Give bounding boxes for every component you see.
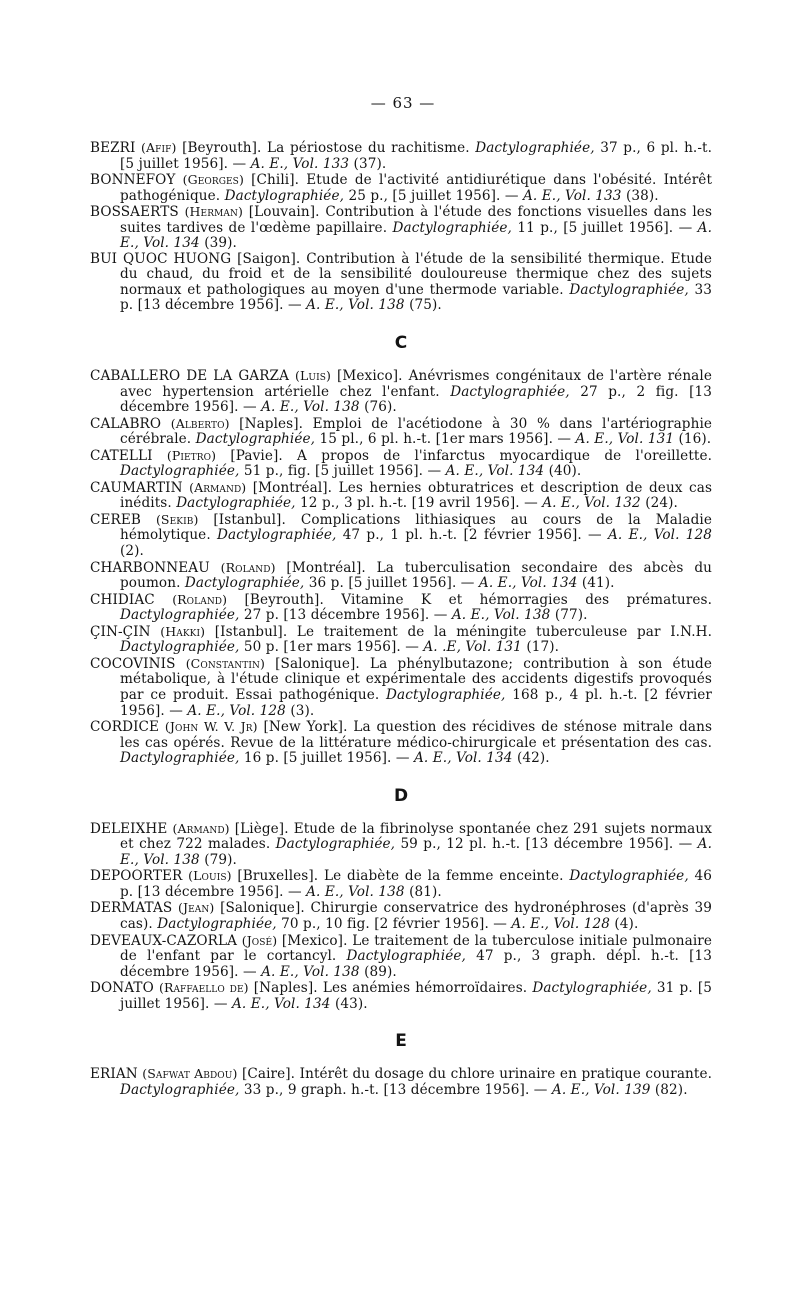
city: [Naples]. [239,415,304,432]
section-letter-heading: D [393,785,409,806]
entry-number: (82). [654,1081,688,1098]
author-given-name: (Alberto) [170,415,230,431]
entry-number: (4). [614,915,639,932]
archive-volume: A. E., Vol. 138 [306,297,405,314]
author-given-name: (Hakki) [160,623,206,639]
city: [Mexico]. [336,368,403,385]
city: [Chili]. [251,172,300,189]
bibliography-entry [90,448,712,480]
thesis-title: Le traitement de la méningite tuberculeuse par I.N.H. [296,623,713,640]
dactylographiee-label: Dactylographiée, [120,1081,240,1098]
thesis-title: Chirurgie conservatrice des hydronéphroses (d'après 39 cas). [120,900,713,932]
dactylographiee-label: Dactylographiée, [217,527,337,544]
thesis-title: Etude de l'activité antidiurétique dans l'obésité. Intérêt pathogénique. [120,172,713,204]
entry-number: (76). [364,399,397,416]
thesis-title: Anévrismes congénitaux de l'artère rénale avec hypertension artérielle chez l'enfant. [120,368,712,400]
publication-details: 70 p., 10 fig. [2 février 1956]. — [281,915,507,932]
entry-number: (40). [548,463,582,480]
city: [Naples]. [253,980,318,997]
thesis-title: Vitamine K et hémorragies des prématures. [341,591,712,608]
dactylographiee-label: Dactylographiée, [450,383,570,400]
author-surname: CHIDIAC [90,591,155,608]
bibliography-entry [90,656,712,719]
thesis-title: La phénylbutazone; contribution à son étude métabolique, à l'étude clinique et expérimentale des accidents digestifs provoqués par ce produit. Essai pathogénique. [120,655,713,703]
dactylographiee-label: Dactylographiée, [569,868,689,885]
document-page [90,94,712,1098]
city: [Liège]. [234,820,289,837]
entry-number: (77). [554,607,588,624]
author-given-name: (Raffaello de) [158,980,249,996]
archive-volume: A. E., Vol. 138 [261,963,360,980]
publication-details: 11 p., [5 juillet 1956]. — [517,219,693,236]
publication-details: 36 p. [5 juillet 1956]. — [308,575,475,592]
publication-details: 33 p., 9 graph. h.-t. [13 décembre 1956]. — [243,1081,548,1098]
city: [Istanbul]. [213,511,286,528]
dactylographiee-label: Dactylographiée, [224,187,345,204]
author-surname: BONNEFOY [90,172,176,189]
thesis-title: La question des récidives de sténose mitrale dans les cas opérés. Revue de la littérature médico-chirurgicale et présentation des cas. [120,719,713,751]
author-given-name: (Roland) [172,591,228,607]
author-surname: DELEIXHE [90,820,168,837]
thesis-title: Complications lithiasiques au cours de la Maladie hémolytique. [120,511,712,544]
author-given-name: (Herman) [184,204,243,220]
archive-volume: A. E., Vol. 128 [608,527,713,544]
archive-volume: A. E., Vol. 131 [575,431,675,448]
author-given-name: (Safwat Abdou) [142,1066,238,1082]
archive-volume: A. E., Vol. 134 [232,995,331,1012]
bibliography-entry [90,592,712,624]
dactylographiee-label: Dactylographiée, [532,980,652,997]
author-given-name: (John W. V. Jr) [164,719,258,735]
author-given-name: (Sekib) [155,511,199,527]
archive-volume: A. E., Vol. 138 [261,399,360,416]
entry-number: (37). [353,155,387,172]
city: [Salonique]. [275,655,360,672]
author-given-name: (Jean) [178,900,215,916]
archive-volume: A. E., Vol. 138 [451,607,551,624]
city: [Saigon]. [237,250,301,267]
bibliography-entry [90,252,712,314]
thesis-title: Emploi de l'acétiodone à 30 % dans l'artériographie cérébrale. [120,415,713,448]
dactylographiee-label: Dactylographiée, [120,463,240,480]
archive-volume: A. E., Vol. 138 [120,836,713,868]
author-given-name: (Pietro) [166,447,217,463]
bibliography-entry [90,512,712,560]
publication-details: 27 p. [13 décembre 1956]. — [243,607,448,624]
archive-volume: A. E., Vol. 134 [445,463,545,480]
thesis-title: Le diabète de la femme enceinte. [324,868,564,885]
thesis-title: Contribution à l'étude de la sensibilité thermique. Etude du chaud, du froid et de la sensibilité douloureuse thermique chez des sujets normaux et pathologiques au moyen d'une thermode variable. [120,250,713,298]
archive-volume: A. E., Vol. 128 [187,702,286,719]
author-surname: DERMATAS [90,900,173,917]
dactylographiee-label: Dactylographiée, [569,281,689,298]
archive-volume: A. E., Vol. 128 [511,915,610,932]
dactylographiee-label: Dactylographiée, [120,607,240,624]
section-d [90,779,712,1013]
archive-volume: A. E., Vol. 134 [413,750,513,767]
thesis-title: Les anémies hémorroïdaires. [322,980,528,997]
dactylographiee-label: Dactylographiée, [346,948,466,965]
dactylographiee-label: Dactylographiée, [386,686,506,703]
thesis-title: Le traitement de la tuberculose initiale pulmonaire de l'enfant par le cortancyl. [120,932,713,965]
entry-number: (17). [526,639,560,656]
entry-number: (24). [645,495,678,512]
section-e [90,1024,712,1098]
publication-details: 37 p., 6 pl. h.-t. [5 juillet 1956]. — [120,140,713,172]
publication-details: 168 p., 4 pl. h.-t. [2 février 1956]. — [120,686,713,719]
entry-number: (41). [581,575,615,592]
publication-details: 31 p. [5 juillet 1956]. — [120,980,713,1012]
archive-volume: A. E., Vol. 134 [120,219,713,252]
publication-details: 12 p., 3 pl. h.-t. [19 avril 1956]. — [300,495,538,512]
author-given-name: (Roland) [220,559,276,575]
author-surname: CEREB [90,511,141,528]
entry-number: (38). [625,187,659,204]
author-given-name: (Armand) [172,820,230,836]
entry-number: (75). [409,297,442,314]
bibliography-entry [90,1066,712,1098]
publication-details: 51 p., fig. [5 juillet 1956]. — [243,463,442,480]
entry-number: (79). [204,851,237,868]
publication-details: 25 p., [5 juillet 1956]. — [348,187,519,204]
thesis-title: La périostose du rachitisme. [267,140,470,156]
dactylographiee-label: Dactylographiée, [275,836,396,853]
author-given-name: (José) [241,932,278,948]
bibliography-entry [90,204,712,252]
author-surname: ÇIN-ÇIN [90,623,151,640]
bibliography-entry [90,624,712,656]
dactylographiee-label: Dactylographiée, [176,495,296,512]
author-surname: BUI QUOC HUONG [90,250,232,267]
thesis-title: Etude de la fibrinolyse spontanée chez 291 sujets normaux et chez 722 malades. [120,820,713,853]
archive-volume: A. .E, Vol. 131 [423,639,522,656]
publication-details: 47 p., 1 pl. h.-t. [2 février 1956]. — [342,527,602,544]
entry-number: (3). [290,702,315,719]
bibliography-entry [90,560,712,592]
publication-details: 33 p. [13 décembre 1956]. — [120,281,713,314]
bibliography-entry [90,368,712,416]
publication-details: 27 p., 2 fig. [13 décembre 1956]. — [120,383,713,416]
entry-number: (43). [334,995,368,1012]
author-given-name: (Armand) [189,479,247,495]
publication-details: 15 pl., 6 pl. h.-t. [1er mars 1956]. — [319,431,572,448]
city: [Istanbul]. [214,623,288,640]
archive-volume: A. E., Vol. 134 [478,575,578,592]
city: [New York]. [263,719,348,736]
author-surname: DEVEAUX-CAZORLA [90,932,238,949]
dactylographiee-label: Dactylographiée, [184,575,305,592]
section-c [90,326,712,767]
bibliography-entry [90,172,712,204]
city: [Salonique]. [220,900,305,917]
author-surname: BOSSAERTS [90,204,179,221]
thesis-title: La tuberculisation secondaire des abcès du poumon. [120,559,712,592]
city: [Bruxelles]. [237,868,319,885]
city: [Montréal]. [252,479,333,496]
section-letter-heading: C [394,333,408,354]
author-surname: CAUMARTIN [90,479,183,496]
page-number: — 63 — [370,94,436,112]
bibliography-entry [90,980,712,1012]
publication-details: 47 p., 3 graph. dépl. h.-t. [13 décembre 1956]. — [120,948,713,980]
author-given-name: (Louis) [188,868,232,884]
author-given-name: (Afif) [141,140,177,155]
dactylographiee-label: Dactylographiée, [195,431,316,448]
bibliography-entry [90,719,712,767]
archive-volume: A. E., Vol. 132 [542,495,641,512]
author-given-name: (Luis) [295,368,331,384]
bibliography-entry [90,480,712,512]
bibliography-entry [90,140,712,172]
section-letter-heading: E [395,1031,407,1052]
entry-number: (2). [120,543,144,560]
section-b [90,140,712,314]
author-surname: CHARBONNEAU [90,559,210,576]
thesis-title: Contribution à l'étude des fonctions visuelles dans les suites tardives de l'œdème papillaire. [120,204,713,236]
author-given-name: (Constantin) [185,655,265,671]
bibliography-entry [90,900,712,932]
archive-volume: A. E., Vol. 138 [306,883,405,900]
author-surname: CABALLERO DE LA GARZA [90,368,290,385]
author-surname: CATELLI [90,447,153,464]
archive-volume: A. E., Vol. 133 [250,155,350,172]
city: [Beyrouth]. [182,140,262,156]
publication-details: 50 p. [1er mars 1956]. — [243,639,419,656]
author-surname: DONATO [90,980,154,997]
entry-number: (39). [204,235,237,252]
bibliography-entry [90,416,712,448]
city: [Montréal]. [286,559,366,576]
author-surname: DEPOORTER [90,868,183,885]
dactylographiee-label: Dactylographiée, [392,219,512,236]
archive-volume: A. E., Vol. 133 [523,187,622,204]
thesis-title: Intérêt du dosage du chlore urinaire en pratique courante. [299,1066,713,1083]
entry-number: (89). [364,963,397,980]
city: [Pavie]. [230,447,283,464]
bibliography-entry [90,868,712,900]
city: [Beyrouth]. [244,591,324,608]
entry-number: (42). [516,750,550,767]
author-surname: ERIAN [90,1066,138,1083]
author-surname: CALABRO [90,415,162,432]
entry-number: (81). [409,883,442,900]
entry-number: (16). [678,431,712,448]
publication-details: 46 p. [13 décembre 1956]. — [120,868,713,900]
thesis-title: A propos de l'infarctus myocardique de l'oreillette. [297,447,713,464]
thesis-title: Les hernies obturatrices et description de deux cas inédits. [120,479,713,512]
dactylographiee-label: Dactylographiée, [120,639,240,656]
city: [Louvain]. [248,204,320,221]
dactylographiee-label: Dactylographiée, [157,915,277,932]
publication-details: 59 p., 12 pl. h.-t. [13 décembre 1956]. — [400,836,693,853]
dactylographiee-label: Dactylographiée, [475,140,595,156]
bibliography-entry [90,821,712,869]
author-surname: CORDICE [90,719,160,736]
city: [Caire]. [241,1066,296,1083]
dactylographiee-label: Dactylographiée, [120,750,240,767]
author-given-name: (Georges) [182,172,244,188]
author-surname: BEZRI [90,140,136,156]
bibliography-entry [90,933,712,981]
author-surname: COCOVINIS [90,655,176,672]
archive-volume: A. E., Vol. 139 [551,1081,651,1098]
publication-details: 16 p. [5 juillet 1956]. — [243,750,410,767]
city: [Mexico]. [281,932,348,949]
bibliography-list [90,140,712,1098]
